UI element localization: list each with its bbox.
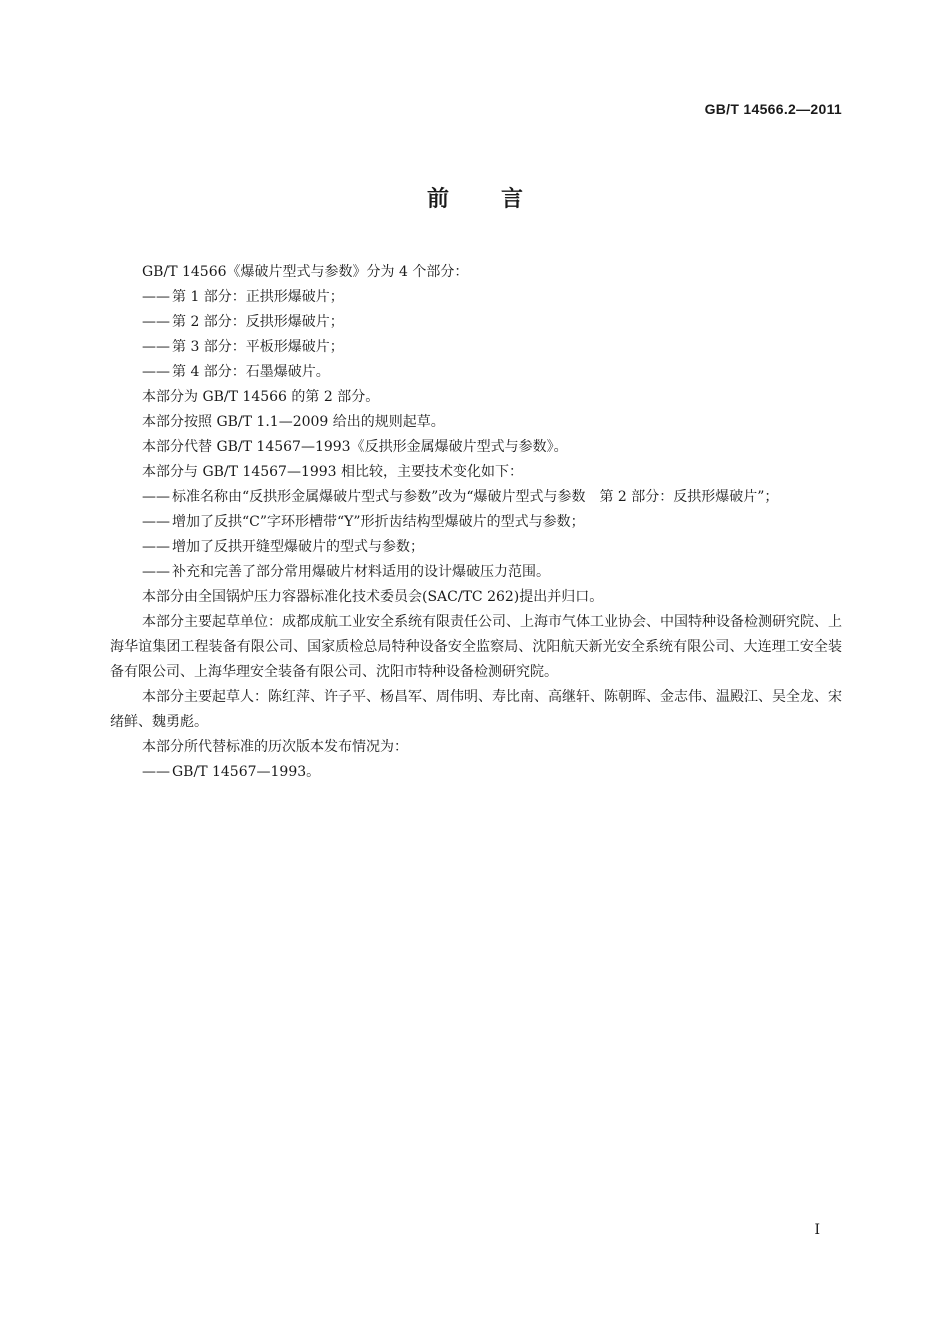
paragraph-history-intro: 本部分所代替标准的历次版本发布情况为： [142, 739, 408, 755]
dash: —— [142, 289, 170, 305]
dash: —— [142, 764, 170, 780]
dash: —— [142, 539, 170, 555]
dash: —— [142, 314, 170, 330]
list-item-change-3: —— 增加了反拱开缝型爆破片的型式与参数； [110, 535, 842, 560]
page-number: I [814, 1222, 820, 1238]
title-char-2: 言 [501, 187, 524, 212]
list-item-change-4: —— 补充和完善了部分常用爆破片材料适用的设计爆破压力范围。 [110, 560, 842, 585]
dash: —— [142, 564, 170, 580]
title-char-1: 前 [426, 187, 449, 212]
list-item-part-3: —— 第 3 部分：平板形爆破片； [110, 335, 842, 360]
paragraph-proposed-by: 本部分由全国锅炉压力容器标准化技术委员会(SAC/TC 262)提出并归口。 [142, 589, 604, 605]
list-item-change-2: —— 增加了反拱“C”字环形槽带“Y”形折齿结构型爆破片的型式与参数； [110, 510, 842, 535]
list-item-history-1: —— GB/T 14567—1993。 [110, 760, 842, 785]
paragraph-drafting-rules: 本部分按照 GB/T 1.1—2009 给出的规则起草。 [142, 414, 445, 430]
foreword-body [110, 260, 842, 785]
list-item-part-2: —— 第 2 部分：反拱形爆破片； [110, 310, 842, 335]
paragraph-intro: GB/T 14566《爆破片型式与参数》分为 4 个部分： [142, 264, 469, 280]
list-item-change-1: —— 标准名称由“反拱形金属爆破片型式与参数”改为“爆破片型式与参数 第 2 部分：反拱形爆破片”； [110, 485, 842, 510]
dash: —— [142, 514, 170, 530]
paragraph-part-number: 本部分为 GB/T 14566 的第 2 部分。 [142, 389, 380, 405]
paragraph-drafters: 本部分主要起草人：陈红萍、许子平、杨昌军、周伟明、寿比南、高继轩、陈朝晖、金志伟、温殿江、吴全龙、宋绪鲜、魏勇彪。 [110, 689, 842, 730]
dash: —— [142, 339, 170, 355]
paragraph-changes-intro: 本部分与 GB/T 14567—1993 相比较，主要技术变化如下： [142, 464, 524, 480]
list-item-part-1: —— 第 1 部分：正拱形爆破片； [110, 285, 842, 310]
dash: —— [142, 364, 170, 380]
list-item-part-4: —— 第 4 部分：石墨爆破片。 [110, 360, 842, 385]
paragraph-drafting-units: 本部分主要起草单位：成都成航工业安全系统有限责任公司、上海市气体工业协会、中国特种设备检测研究院、上海华谊集团工程装备有限公司、国家质检总局特种设备安全监察局、沈阳航天新光安全系统有限公司、大连理工安全装备有限公司、上海华理安全装备有限公司、沈阳市特种设备检测研究院。 [110, 614, 842, 680]
standard-code: GB/T 14566.2—2011 [704, 101, 842, 117]
dash: —— [142, 489, 170, 505]
paragraph-replaces: 本部分代替 GB/T 14567—1993《反拱形金属爆破片型式与参数》。 [142, 439, 568, 455]
page-title [0, 182, 950, 213]
